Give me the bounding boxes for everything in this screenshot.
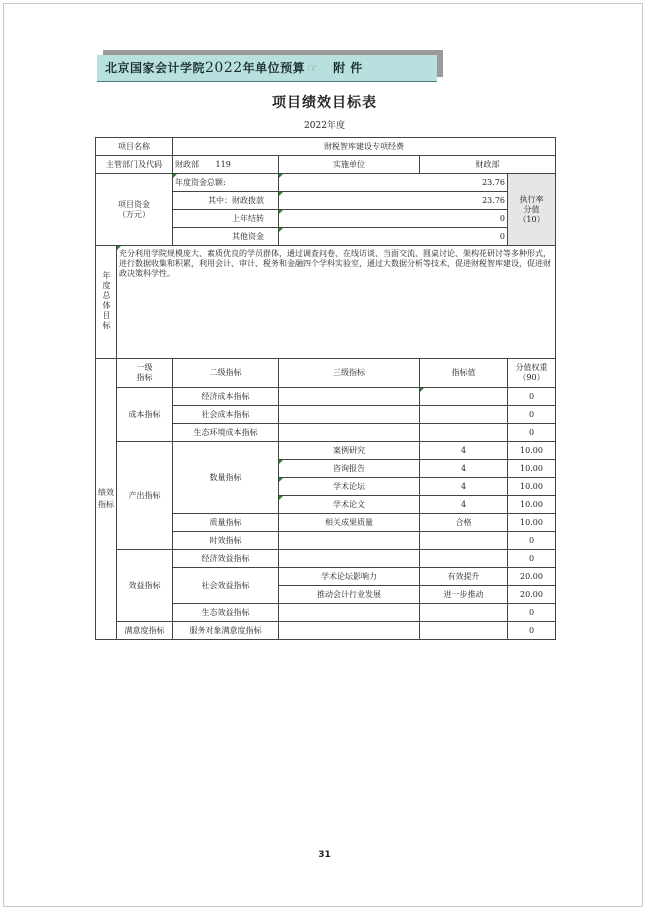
- funds-row-label: 年度资金总额:: [173, 174, 279, 192]
- row-perf-header: [96, 359, 556, 388]
- val-cell: [420, 532, 508, 550]
- header-banner: [97, 55, 437, 82]
- table-row: [96, 388, 556, 406]
- val-cell: 4: [420, 496, 508, 514]
- pointing-hand-icon: ☞: [307, 61, 319, 75]
- l3-cell: [279, 388, 420, 406]
- perf-header-val: 指标值: [420, 359, 508, 388]
- l3-cell: 咨询报告: [279, 460, 420, 478]
- score-cell: 0: [508, 550, 556, 568]
- score-cell: 0: [508, 604, 556, 622]
- row-annual-goal: [96, 246, 556, 359]
- funds-row-value: 23.76: [279, 174, 508, 192]
- l3-cell: [279, 604, 420, 622]
- dept-code: 119: [215, 159, 231, 169]
- val-cell: [420, 622, 508, 640]
- header-budget: 年单位预算: [242, 61, 306, 75]
- score-cell: 0: [508, 406, 556, 424]
- score-cell: 10.00: [508, 478, 556, 496]
- dept-name: 财政部: [175, 159, 199, 169]
- cost-label: 成本指标: [117, 388, 173, 442]
- row-project-name: [96, 138, 556, 156]
- page-number: 31: [318, 850, 331, 860]
- l2-cell: 服务对象满意度指标: [173, 622, 279, 640]
- impl-unit: 财政部: [420, 156, 556, 174]
- val-cell: [420, 406, 508, 424]
- dept-cell: [173, 156, 279, 174]
- score-cell: 20.00: [508, 586, 556, 604]
- exec-rate-label: 执行率 分值 （10）: [508, 174, 556, 246]
- project-name-label: 项目名称: [96, 138, 173, 156]
- qty-label: 数量指标: [173, 442, 279, 514]
- performance-goal-table: [95, 137, 556, 640]
- l2-cell: 经济成本指标: [173, 388, 279, 406]
- row-funds-total: [96, 174, 556, 192]
- val-cell: 4: [420, 442, 508, 460]
- header-attachment: 附 件: [333, 61, 363, 75]
- output-label: 产出指标: [117, 442, 173, 550]
- l3-cell: [279, 424, 420, 442]
- benefit-label: 效益指标: [117, 550, 173, 622]
- header-year: 2022: [205, 60, 243, 76]
- score-cell: 10.00: [508, 514, 556, 532]
- table-row: [96, 550, 556, 568]
- score-cell: 10.00: [508, 442, 556, 460]
- l3-cell: [279, 406, 420, 424]
- l3-cell: 学术论文: [279, 496, 420, 514]
- table-row: [96, 442, 556, 460]
- funds-row-value: 0: [279, 210, 508, 228]
- l3-cell: [279, 550, 420, 568]
- l3-cell: 学术论坛影响力: [279, 568, 420, 586]
- score-cell: 10.00: [508, 496, 556, 514]
- score-cell: 10.00: [508, 460, 556, 478]
- annual-goal-label: 年度总体目标: [102, 270, 111, 331]
- impl-label: 实施单位: [279, 156, 420, 174]
- perf-header-weight: 分值权重 （90）: [508, 359, 556, 388]
- doc-subtitle: 2022年度: [304, 121, 345, 131]
- score-cell: 0: [508, 532, 556, 550]
- funds-row-label: 其他资金: [173, 228, 279, 246]
- perf-label: 绩效指标: [98, 488, 114, 509]
- social-label: 社会效益指标: [173, 568, 279, 604]
- perf-label-cell: [96, 359, 117, 640]
- dept-label: 主管部门及代码: [96, 156, 173, 174]
- l2-cell: 生态环境成本指标: [173, 424, 279, 442]
- funds-label: 项目资金 （万元）: [96, 174, 173, 246]
- perf-header-l1: 一级 指标: [117, 359, 173, 388]
- table-row: [96, 622, 556, 640]
- doc-title: 项目绩效目标表: [272, 95, 377, 111]
- funds-row-label: 上年结转: [173, 210, 279, 228]
- val-cell: [420, 388, 508, 406]
- l3-cell: 案例研究: [279, 442, 420, 460]
- l3-cell: [279, 622, 420, 640]
- perf-header-l3: 三级指标: [279, 359, 420, 388]
- l3-cell: 学术论坛: [279, 478, 420, 496]
- score-cell: 0: [508, 424, 556, 442]
- score-cell: 0: [508, 388, 556, 406]
- l3-cell: 推动会计行业发展: [279, 586, 420, 604]
- val-cell: 4: [420, 478, 508, 496]
- funds-row-label: 其中：财政拨款: [173, 192, 279, 210]
- val-cell: [420, 424, 508, 442]
- l2-cell: 经济效益指标: [173, 550, 279, 568]
- val-cell: 有效提升: [420, 568, 508, 586]
- score-cell: 0: [508, 622, 556, 640]
- funds-row-value: 0: [279, 228, 508, 246]
- l2-cell: 时效指标: [173, 532, 279, 550]
- l2-cell: 生态效益指标: [173, 604, 279, 622]
- val-cell: 合格: [420, 514, 508, 532]
- perf-header-l2: 二级指标: [173, 359, 279, 388]
- val-cell: [420, 550, 508, 568]
- satisfaction-label: 满意度指标: [117, 622, 173, 640]
- l3-cell: 相关成果质量: [279, 514, 420, 532]
- val-cell: 进一步推动: [420, 586, 508, 604]
- annual-goal-label-cell: [96, 246, 117, 359]
- val-cell: [420, 604, 508, 622]
- l2-cell: 质量指标: [173, 514, 279, 532]
- l3-cell: [279, 532, 420, 550]
- val-cell: 4: [420, 460, 508, 478]
- l2-cell: 社会成本指标: [173, 406, 279, 424]
- project-name: 财税智库建设专项经费: [173, 138, 556, 156]
- header-org: 北京国家会计学院: [105, 61, 206, 75]
- row-dept: [96, 156, 556, 174]
- score-cell: 20.00: [508, 568, 556, 586]
- funds-row-value: 23.76: [279, 192, 508, 210]
- annual-goal-text: 充分利用学院规模庞大、素质优良的学员群体，通过调查问卷、在线访谈、当面交流、圆桌讨论、架构花研讨等多种形式，进行数据收集和积累，利用会计、审计、税务和金融四个学科实验室，通过大数据分析等技术，促进财税智库建设，促进财政决策科学性。: [117, 246, 556, 359]
